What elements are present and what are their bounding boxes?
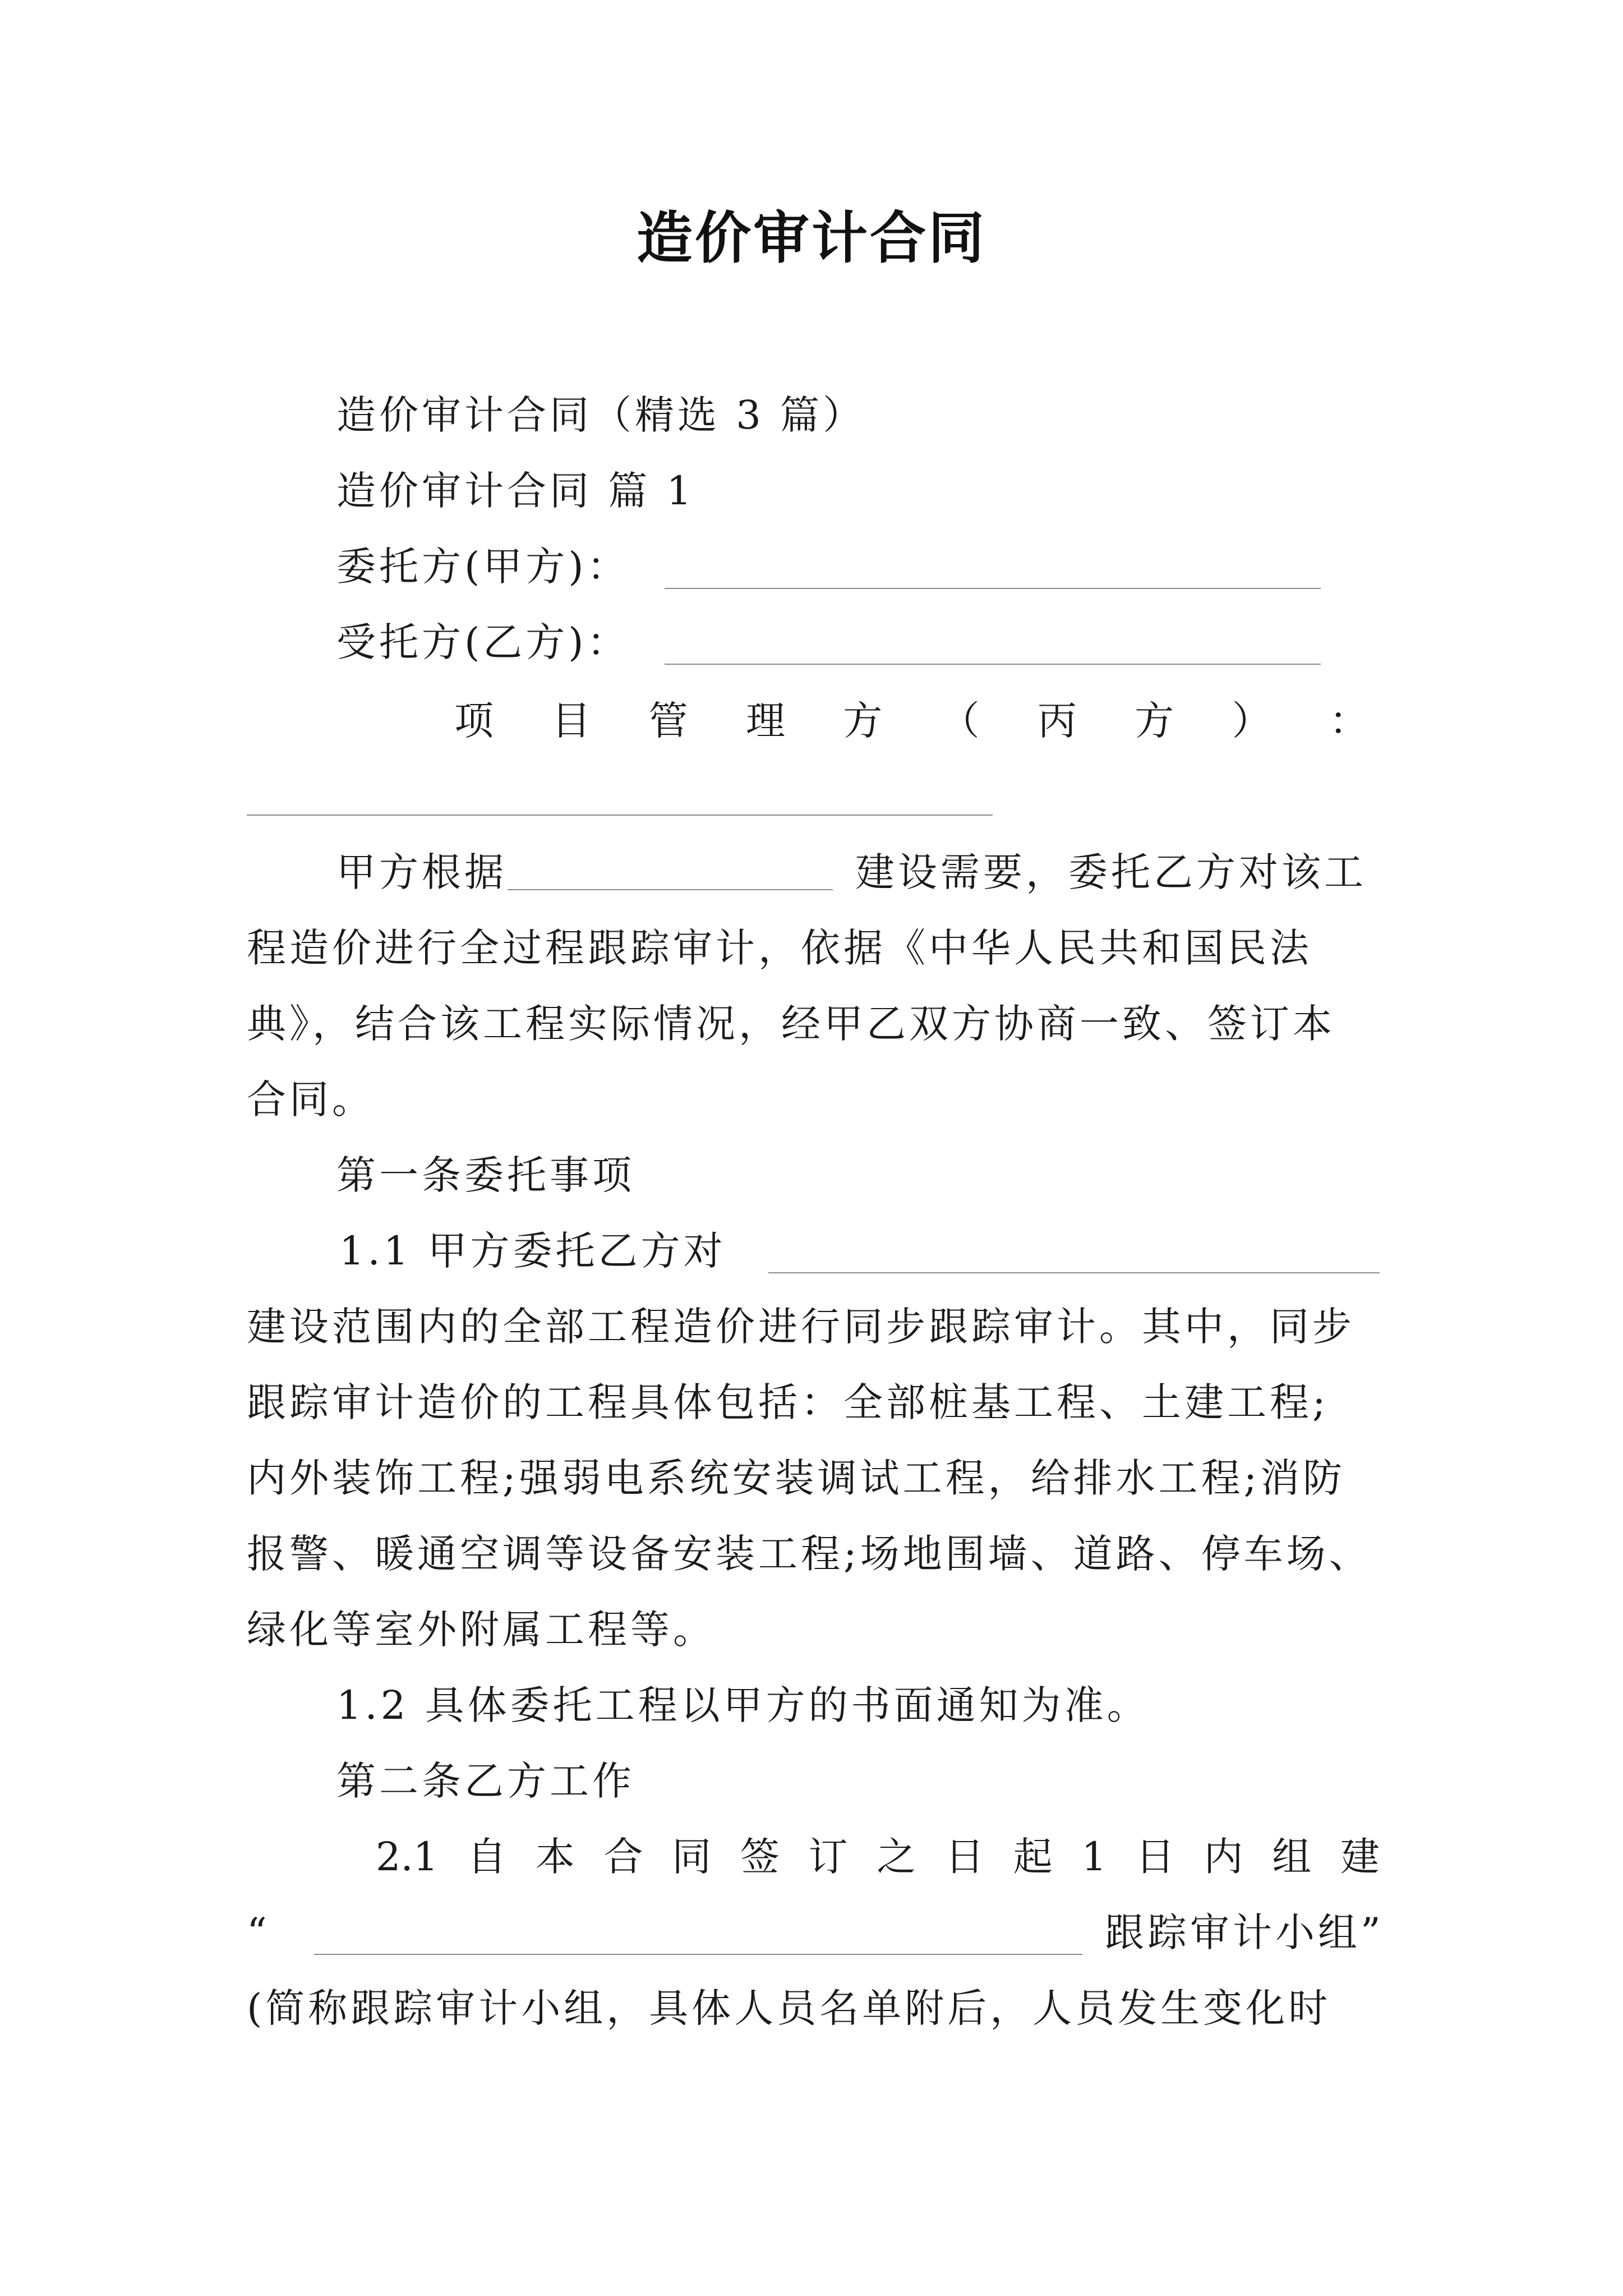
para1-line1 [336,844,507,900]
article1-heading: 第一条委托事项 [336,1152,635,1198]
para1-line3: 典》，结合该工程实际情况，经甲乙双方协商一致、签订本 [247,1001,1335,1047]
item-1-1-line6: 绿化等室外附属工程等。 [247,1607,716,1653]
party-c-char: （ [940,698,980,744]
item-1-2: 1.2 具体委托工程以甲方的书面通知为准。 [336,1682,1150,1728]
subtitle-part: 造价审计合同 篇 1 [336,468,695,514]
item-2-1-char: 之 [877,1834,916,1880]
item-2-1-char: 建 [1340,1834,1380,1880]
item-2-1-char: 内 [1204,1834,1243,1880]
item-2-1-quote-open: “ [247,1910,270,1955]
para1-blank [508,889,833,890]
item-1-1-line1: 1.1 甲方委托乙方对 [339,1228,726,1274]
item-1-1-blank [768,1272,1380,1273]
item-2-1-char: 日 [945,1834,985,1880]
item-2-1-char: 2.1 [376,1834,439,1880]
item-2-1-blank [314,1954,1082,1955]
item-2-1-char: 自 [467,1834,507,1880]
item-2-1-char: 本 [535,1834,575,1880]
item-2-1-char: 同 [672,1834,712,1880]
item-2-1-char: 1 [1081,1834,1107,1880]
item-2-1-char: 起 [1013,1834,1053,1880]
party-c-blank [247,815,993,816]
party-c-char: 管 [648,698,688,744]
item-2-1-line1 [376,1829,1380,1885]
item-2-1-line2-post: 跟踪审计小组” [1105,1910,1384,1955]
item-2-1-char: 合 [603,1834,643,1880]
item-2-1-char: 日 [1135,1834,1175,1880]
party-a-blank [665,588,1321,589]
para1-line4: 合同。 [247,1076,375,1122]
subtitle-selected: 造价审计合同（精选 3 篇） [336,392,866,438]
party-a-label: 委托方(甲方)： [336,544,630,590]
party-c-char: 丙 [1037,698,1077,744]
party-c-char: ： [1329,698,1368,744]
para1-line2: 程造价进行全过程跟踪审计，依据《中华人民共和国民法 [247,925,1312,971]
item-2-1-char: 订 [808,1834,848,1880]
party-b-blank [665,664,1321,665]
party-c-char: 目 [551,698,591,744]
party-b-label: 受托方(乙方)： [336,619,630,665]
para1-line1-post: 建设需要，委托乙方对该工 [855,849,1367,895]
item-1-1-line2: 建设范围内的全部工程造价进行同步跟踪审计。其中，同步 [247,1304,1355,1350]
item-1-1-line4: 内外装饰工程;强弱电系统安装调试工程，给排水工程;消防 [247,1455,1346,1501]
party-c-label [454,693,1368,749]
party-c-char: 理 [745,698,785,744]
item-2-1-char: 组 [1272,1834,1312,1880]
party-c-char: 方 [1135,698,1174,744]
document-title: 造价审计合同 [637,205,986,271]
party-c-char: 方 [843,698,883,744]
item-2-1-line3: (简称跟踪审计小组，具体人员名单附后，人员发生变化时 [247,1985,1331,2031]
article2-heading: 第二条乙方工作 [336,1758,635,1804]
para1-line1-pre: 甲方根据 [336,849,507,895]
party-c-char: ） [1232,698,1271,744]
item-1-1-line3: 跟踪审计造价的工程具体包括：全部桩基工程、土建工程; [247,1379,1329,1425]
item-2-1-char: 签 [740,1834,780,1880]
party-c-char: 项 [454,698,494,744]
item-1-1-line5: 报警、暖通空调等设备安装工程;场地围墙、道路、停车场、 [247,1531,1372,1577]
